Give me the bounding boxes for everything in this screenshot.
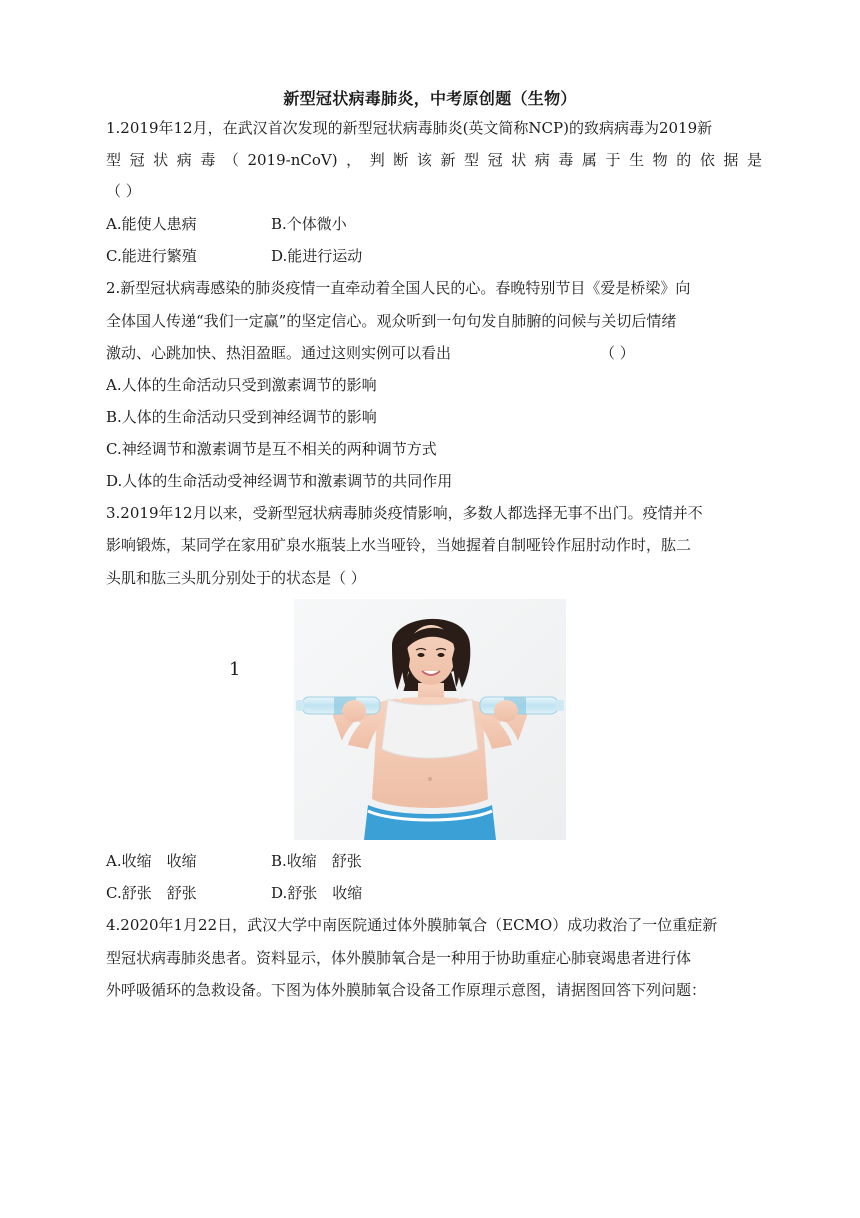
q1-line-2-char: 新 <box>440 151 456 169</box>
figure-number: 1 <box>229 659 241 680</box>
q1-line-2-char: 冠 <box>487 151 503 169</box>
q2-line-1: 2.新型冠状病毒感染的肺炎疫情一直牵动着全国人民的心。春晚特别节目《爱是桥梁》向 <box>106 279 691 297</box>
q1-line-2-char: 是 <box>746 151 762 169</box>
q1-option-d: D.能进行运动 <box>271 247 363 265</box>
q1-line-2-char: 冠 <box>129 151 145 169</box>
q1-line-2-char: 物 <box>652 151 668 169</box>
q3-option-b: B.收缩 舒张 <box>271 852 362 870</box>
q1-line-2-char: 病 <box>176 151 192 169</box>
q3-option-c: C.舒张 舒张 <box>106 884 197 902</box>
q3-line-1: 3.2019年12月以来，受新型冠状病毒肺炎疫情影响，多数人都选择无事不出门。疫情并不 <box>106 504 703 522</box>
q1-line-2-char: 的 <box>676 151 692 169</box>
q1-option-a: A.能使人患病 <box>106 215 197 233</box>
photo-illustration <box>294 599 566 840</box>
q1-line-2-char: 2019-nCoV) <box>247 151 338 169</box>
q2-line-3-text: 激动、心跳加快、热泪盈眶。通过这则实例可以看出 <box>106 344 452 362</box>
q1-line-2-char: 毒 <box>200 151 216 169</box>
q1-option-c: C.能进行繁殖 <box>106 247 197 265</box>
q3-line-3: 头肌和肱三头肌分别处于的状态是（ ） <box>106 569 366 587</box>
q1-line-2-char: （ <box>223 151 239 169</box>
q3-option-d: D.舒张 收缩 <box>271 884 363 902</box>
q1-option-b: B.个体微小 <box>271 215 347 233</box>
q1-line-2-char: 据 <box>723 151 739 169</box>
q3-options-row-1 <box>106 851 362 871</box>
q1-line-2-char: 属 <box>581 151 597 169</box>
q1-line-2-char: 毒 <box>558 151 574 169</box>
q3-options-row-2 <box>106 883 362 903</box>
q2-answer-paren: （ ） <box>600 344 635 362</box>
q1-line-2 <box>106 150 762 170</box>
q2-line-2: 全体国人传递“我们一定赢”的坚定信心。观众听到一句句发自肺腑的问候与关切后情绪 <box>106 312 677 330</box>
q1-line-3: （ ） <box>106 182 141 200</box>
q1-line-2-char: 于 <box>605 151 621 169</box>
q2-line-3 <box>106 343 762 363</box>
q1-line-2-char: 断 <box>393 151 409 169</box>
q2-option-b: B.人体的生命活动只受到神经调节的影响 <box>106 408 377 426</box>
q1-options-row-1 <box>106 214 347 234</box>
q1-line-1: 1.2019年12月，在武汉首次发现的新型冠状病毒肺炎(英文简称NCP)的致病病毒为2019新 <box>106 119 713 137</box>
q1-line-2-char: 型 <box>464 151 480 169</box>
q1-line-2-char: 状 <box>153 151 169 169</box>
q3-line-2: 影响锻炼，某同学在家用矿泉水瓶装上水当哑铃，当她握着自制哑铃作屈肘动作时，肱二 <box>106 536 692 554</box>
document-title: 新型冠状病毒肺炎，中考原创题（生物） <box>283 89 577 108</box>
q2-option-c: C.神经调节和激素调节是互不相关的两种调节方式 <box>106 440 437 458</box>
q1-line-2-char: 病 <box>534 151 550 169</box>
q1-line-2-char: 该 <box>416 151 432 169</box>
q2-option-d: D.人体的生命活动受神经调节和激素调节的共同作用 <box>106 472 453 490</box>
dumbbell-exercise-photo <box>294 599 566 840</box>
q4-line-3: 外呼吸循环的急救设备。下图为体外膜肺氧合设备工作原理示意图，请据图回答下列问题： <box>106 981 707 999</box>
q1-line-2-char: 型 <box>106 151 122 169</box>
q1-line-2-char: ， <box>346 151 362 169</box>
q1-options-row-2 <box>106 246 362 266</box>
q4-line-2: 型冠状病毒肺炎患者。资料显示，体外膜肺氧合是一种用于协助重症心肺衰竭患者进行体 <box>106 949 692 967</box>
q1-line-2-char: 判 <box>369 151 385 169</box>
q1-line-2-char: 生 <box>629 151 645 169</box>
q2-option-a: A.人体的生命活动只受到激素调节的影响 <box>106 376 377 394</box>
q3-option-a: A.收缩 收缩 <box>106 852 197 870</box>
q4-line-1: 4.2020年1月22日，武汉大学中南医院通过体外膜肺氧合（ECMO）成功救治了一位重症新 <box>106 916 718 934</box>
q1-line-2-char: 依 <box>699 151 715 169</box>
q1-line-2-char: 状 <box>511 151 527 169</box>
